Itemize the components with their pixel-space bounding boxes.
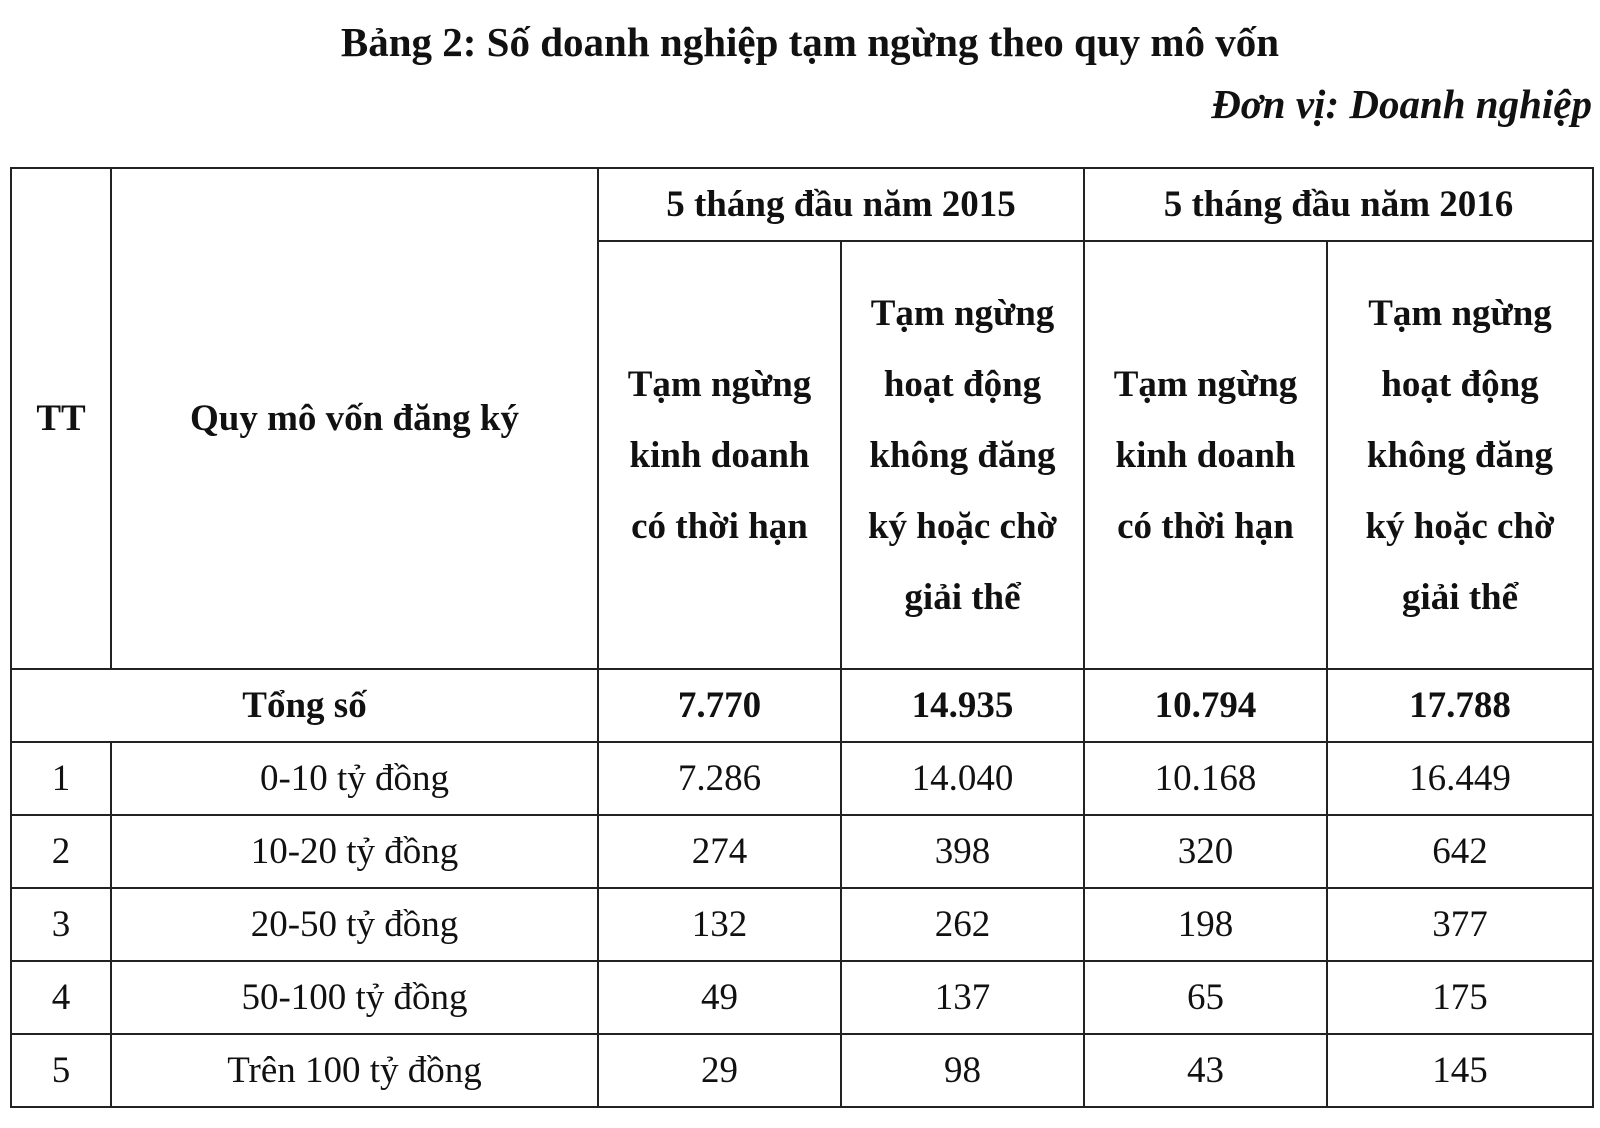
row-value: 43: [1084, 1034, 1327, 1107]
row-value: 65: [1084, 961, 1327, 1034]
row-capital-scale: 0-10 tỷ đồng: [111, 742, 598, 815]
header-period-2015: 5 tháng đầu năm 2015: [598, 168, 1084, 241]
header-2016-unregistered-suspension: [1327, 241, 1593, 669]
row-capital-scale: 20-50 tỷ đồng: [111, 888, 598, 961]
table-row: [11, 742, 1593, 815]
total-label: Tổng số: [11, 669, 598, 742]
table-row: [11, 961, 1593, 1034]
total-value: 14.935: [841, 669, 1084, 742]
row-capital-scale: 10-20 tỷ đồng: [111, 815, 598, 888]
row-number: 1: [11, 742, 111, 815]
row-value: 98: [841, 1034, 1084, 1107]
row-number: 3: [11, 888, 111, 961]
total-row: [11, 669, 1593, 742]
row-number: 5: [11, 1034, 111, 1107]
table-row: [11, 815, 1593, 888]
row-value: 29: [598, 1034, 841, 1107]
header-2015-limited-suspension-text: Tạm ngừng kinh doanh có thời hạn: [627, 363, 812, 547]
row-value: 198: [1084, 888, 1327, 961]
row-value: 320: [1084, 815, 1327, 888]
row-capital-scale: 50-100 tỷ đồng: [111, 961, 598, 1034]
row-value: 377: [1327, 888, 1593, 961]
total-value: 7.770: [598, 669, 841, 742]
row-value: 274: [598, 815, 841, 888]
header-capital-scale: Quy mô vốn đăng ký: [111, 168, 598, 669]
header-tt: TT: [11, 168, 111, 669]
capital-scale-table: [10, 167, 1594, 1108]
row-number: 2: [11, 815, 111, 888]
row-value: 145: [1327, 1034, 1593, 1107]
row-value: 175: [1327, 961, 1593, 1034]
row-value: 398: [841, 815, 1084, 888]
header-2016-limited-suspension-text: Tạm ngừng kinh doanh có thời hạn: [1113, 363, 1298, 547]
table-row: [11, 888, 1593, 961]
row-value: 137: [841, 961, 1084, 1034]
header-2016-unregistered-suspension-text: Tạm ngừng hoạt động không đăng ký hoặc chờ giải thể: [1365, 292, 1555, 618]
row-value: 7.286: [598, 742, 841, 815]
row-value: 262: [841, 888, 1084, 961]
row-value: 132: [598, 888, 841, 961]
row-value: 16.449: [1327, 742, 1593, 815]
unit-label: Đơn vị: Doanh nghiệp: [1211, 81, 1592, 127]
table-row: [11, 1034, 1593, 1107]
header-2015-limited-suspension: [598, 241, 841, 669]
total-value: 10.794: [1084, 669, 1327, 742]
row-value: 642: [1327, 815, 1593, 888]
row-number: 4: [11, 961, 111, 1034]
total-value: 17.788: [1327, 669, 1593, 742]
header-2015-unregistered-suspension: [841, 241, 1084, 669]
header-period-2016: 5 tháng đầu năm 2016: [1084, 168, 1593, 241]
header-2016-limited-suspension: [1084, 241, 1327, 669]
row-value: 14.040: [841, 742, 1084, 815]
header-row-periods: [11, 168, 1593, 241]
row-value: 10.168: [1084, 742, 1327, 815]
header-2015-unregistered-suspension-text: Tạm ngừng hoạt động không đăng ký hoặc chờ giải thể: [867, 292, 1058, 618]
table-title: Bảng 2: Số doanh nghiệp tạm ngừng theo quy mô vốn: [340, 19, 1280, 65]
row-capital-scale: Trên 100 tỷ đồng: [111, 1034, 598, 1107]
row-value: 49: [598, 961, 841, 1034]
